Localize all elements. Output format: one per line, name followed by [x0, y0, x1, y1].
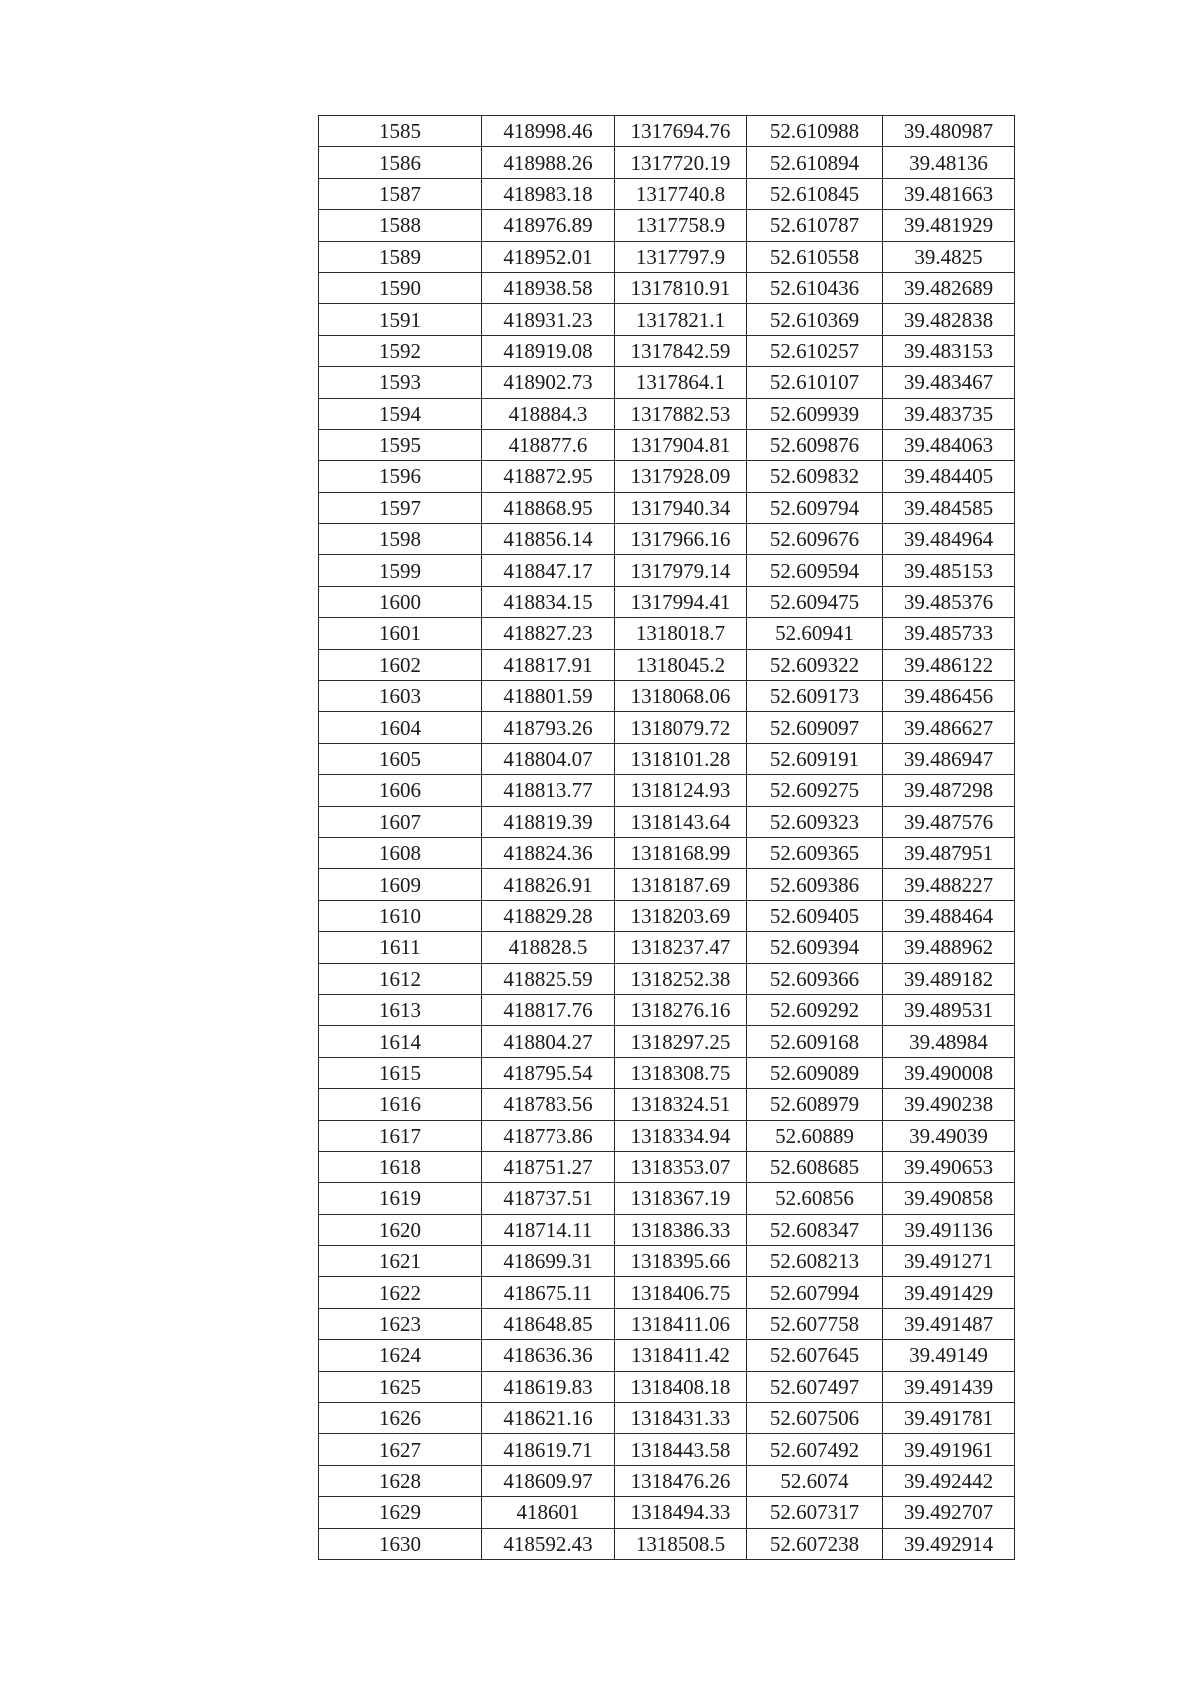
y-coordinate-cell: 1318308.75	[615, 1057, 747, 1088]
point-number-cell: 1604	[319, 712, 482, 743]
table-row	[319, 1120, 1015, 1151]
latitude-cell: 52.609832	[747, 461, 883, 492]
x-coordinate-cell: 418737.51	[482, 1183, 615, 1214]
y-coordinate-cell: 1318431.33	[615, 1403, 747, 1434]
point-number-cell: 1607	[319, 806, 482, 837]
table-row	[319, 994, 1015, 1025]
longitude-cell: 39.486456	[883, 681, 1015, 712]
x-coordinate-cell: 418714.11	[482, 1214, 615, 1245]
y-coordinate-cell: 1318494.33	[615, 1497, 747, 1528]
latitude-cell: 52.609366	[747, 963, 883, 994]
latitude-cell: 52.610558	[747, 241, 883, 272]
x-coordinate-cell: 418804.27	[482, 1026, 615, 1057]
x-coordinate-cell: 418773.86	[482, 1120, 615, 1151]
x-coordinate-cell: 418801.59	[482, 681, 615, 712]
x-coordinate-cell: 418827.23	[482, 618, 615, 649]
latitude-cell: 52.609168	[747, 1026, 883, 1057]
x-coordinate-cell: 418919.08	[482, 335, 615, 366]
latitude-cell: 52.608347	[747, 1214, 883, 1245]
longitude-cell: 39.486627	[883, 712, 1015, 743]
longitude-cell: 39.488227	[883, 869, 1015, 900]
latitude-cell: 52.60856	[747, 1183, 883, 1214]
point-number-cell: 1613	[319, 994, 482, 1025]
point-number-cell: 1619	[319, 1183, 482, 1214]
table-row	[319, 649, 1015, 680]
point-number-cell: 1628	[319, 1465, 482, 1496]
point-number-cell: 1618	[319, 1151, 482, 1182]
y-coordinate-cell: 1318408.18	[615, 1371, 747, 1402]
point-number-cell: 1616	[319, 1089, 482, 1120]
longitude-cell: 39.482689	[883, 272, 1015, 303]
longitude-cell: 39.48984	[883, 1026, 1015, 1057]
table-row	[319, 116, 1015, 147]
table-row	[319, 1183, 1015, 1214]
latitude-cell: 52.610257	[747, 335, 883, 366]
x-coordinate-cell: 418793.26	[482, 712, 615, 743]
latitude-cell: 52.609594	[747, 555, 883, 586]
latitude-cell: 52.608979	[747, 1089, 883, 1120]
y-coordinate-cell: 1318101.28	[615, 743, 747, 774]
point-number-cell: 1627	[319, 1434, 482, 1465]
longitude-cell: 39.483153	[883, 335, 1015, 366]
table-row	[319, 147, 1015, 178]
point-number-cell: 1610	[319, 900, 482, 931]
latitude-cell: 52.607497	[747, 1371, 883, 1402]
point-number-cell: 1603	[319, 681, 482, 712]
point-number-cell: 1599	[319, 555, 482, 586]
y-coordinate-cell: 1318168.99	[615, 837, 747, 868]
table-row	[319, 1057, 1015, 1088]
table-row	[319, 210, 1015, 241]
longitude-cell: 39.485153	[883, 555, 1015, 586]
table-row	[319, 1151, 1015, 1182]
point-number-cell: 1630	[319, 1528, 482, 1559]
longitude-cell: 39.491961	[883, 1434, 1015, 1465]
y-coordinate-cell: 1318411.06	[615, 1308, 747, 1339]
y-coordinate-cell: 1317842.59	[615, 335, 747, 366]
point-number-cell: 1592	[319, 335, 482, 366]
latitude-cell: 52.60889	[747, 1120, 883, 1151]
longitude-cell: 39.485733	[883, 618, 1015, 649]
x-coordinate-cell: 418825.59	[482, 963, 615, 994]
longitude-cell: 39.492442	[883, 1465, 1015, 1496]
y-coordinate-cell: 1318476.26	[615, 1465, 747, 1496]
x-coordinate-cell: 418675.11	[482, 1277, 615, 1308]
x-coordinate-cell: 418621.16	[482, 1403, 615, 1434]
x-coordinate-cell: 418829.28	[482, 900, 615, 931]
latitude-cell: 52.609386	[747, 869, 883, 900]
point-number-cell: 1625	[319, 1371, 482, 1402]
y-coordinate-cell: 1317694.76	[615, 116, 747, 147]
longitude-cell: 39.491781	[883, 1403, 1015, 1434]
table-row	[319, 1026, 1015, 1057]
x-coordinate-cell: 418856.14	[482, 524, 615, 555]
x-coordinate-cell: 418938.58	[482, 272, 615, 303]
y-coordinate-cell: 1318367.19	[615, 1183, 747, 1214]
latitude-cell: 52.609676	[747, 524, 883, 555]
x-coordinate-cell: 418813.77	[482, 775, 615, 806]
x-coordinate-cell: 418795.54	[482, 1057, 615, 1088]
latitude-cell: 52.609475	[747, 586, 883, 617]
longitude-cell: 39.489182	[883, 963, 1015, 994]
table-row	[319, 1528, 1015, 1559]
y-coordinate-cell: 1318386.33	[615, 1214, 747, 1245]
point-number-cell: 1587	[319, 178, 482, 209]
latitude-cell: 52.607758	[747, 1308, 883, 1339]
point-number-cell: 1620	[319, 1214, 482, 1245]
latitude-cell: 52.609405	[747, 900, 883, 931]
latitude-cell: 52.610894	[747, 147, 883, 178]
latitude-cell: 52.6074	[747, 1465, 883, 1496]
point-number-cell: 1608	[319, 837, 482, 868]
table-row	[319, 932, 1015, 963]
y-coordinate-cell: 1317928.09	[615, 461, 747, 492]
point-number-cell: 1621	[319, 1246, 482, 1277]
latitude-cell: 52.607317	[747, 1497, 883, 1528]
x-coordinate-cell: 418902.73	[482, 367, 615, 398]
table-row	[319, 429, 1015, 460]
x-coordinate-cell: 418699.31	[482, 1246, 615, 1277]
longitude-cell: 39.483467	[883, 367, 1015, 398]
point-number-cell: 1589	[319, 241, 482, 272]
point-number-cell: 1586	[319, 147, 482, 178]
point-number-cell: 1623	[319, 1308, 482, 1339]
table-row	[319, 241, 1015, 272]
x-coordinate-cell: 418609.97	[482, 1465, 615, 1496]
table-row	[319, 1214, 1015, 1245]
y-coordinate-cell: 1317864.1	[615, 367, 747, 398]
longitude-cell: 39.484585	[883, 492, 1015, 523]
longitude-cell: 39.485376	[883, 586, 1015, 617]
longitude-cell: 39.491487	[883, 1308, 1015, 1339]
table-row	[319, 1497, 1015, 1528]
point-number-cell: 1611	[319, 932, 482, 963]
y-coordinate-cell: 1317966.16	[615, 524, 747, 555]
y-coordinate-cell: 1318443.58	[615, 1434, 747, 1465]
point-number-cell: 1605	[319, 743, 482, 774]
x-coordinate-cell: 418868.95	[482, 492, 615, 523]
latitude-cell: 52.609794	[747, 492, 883, 523]
y-coordinate-cell: 1317740.8	[615, 178, 747, 209]
point-number-cell: 1597	[319, 492, 482, 523]
point-number-cell: 1594	[319, 398, 482, 429]
y-coordinate-cell: 1318508.5	[615, 1528, 747, 1559]
x-coordinate-cell: 418751.27	[482, 1151, 615, 1182]
longitude-cell: 39.487576	[883, 806, 1015, 837]
longitude-cell: 39.491429	[883, 1277, 1015, 1308]
point-number-cell: 1593	[319, 367, 482, 398]
point-number-cell: 1602	[319, 649, 482, 680]
x-coordinate-cell: 418826.91	[482, 869, 615, 900]
latitude-cell: 52.609089	[747, 1057, 883, 1088]
x-coordinate-cell: 418636.36	[482, 1340, 615, 1371]
table-row	[319, 775, 1015, 806]
point-number-cell: 1598	[319, 524, 482, 555]
table-row	[319, 178, 1015, 209]
y-coordinate-cell: 1317821.1	[615, 304, 747, 335]
table-row	[319, 712, 1015, 743]
longitude-cell: 39.480987	[883, 116, 1015, 147]
x-coordinate-cell: 418819.39	[482, 806, 615, 837]
table-row	[319, 681, 1015, 712]
longitude-cell: 39.49039	[883, 1120, 1015, 1151]
longitude-cell: 39.484964	[883, 524, 1015, 555]
coordinates-table-body	[319, 116, 1015, 1560]
y-coordinate-cell: 1317904.81	[615, 429, 747, 460]
latitude-cell: 52.608213	[747, 1246, 883, 1277]
point-number-cell: 1606	[319, 775, 482, 806]
y-coordinate-cell: 1318124.93	[615, 775, 747, 806]
point-number-cell: 1590	[319, 272, 482, 303]
longitude-cell: 39.492707	[883, 1497, 1015, 1528]
latitude-cell: 52.609322	[747, 649, 883, 680]
x-coordinate-cell: 418619.83	[482, 1371, 615, 1402]
x-coordinate-cell: 418983.18	[482, 178, 615, 209]
table-row	[319, 1277, 1015, 1308]
y-coordinate-cell: 1318252.38	[615, 963, 747, 994]
latitude-cell: 52.610988	[747, 116, 883, 147]
point-number-cell: 1601	[319, 618, 482, 649]
table-row	[319, 304, 1015, 335]
latitude-cell: 52.607238	[747, 1528, 883, 1559]
table-row	[319, 837, 1015, 868]
longitude-cell: 39.488464	[883, 900, 1015, 931]
y-coordinate-cell: 1317994.41	[615, 586, 747, 617]
y-coordinate-cell: 1318079.72	[615, 712, 747, 743]
x-coordinate-cell: 418817.76	[482, 994, 615, 1025]
longitude-cell: 39.483735	[883, 398, 1015, 429]
longitude-cell: 39.490653	[883, 1151, 1015, 1182]
latitude-cell: 52.609365	[747, 837, 883, 868]
x-coordinate-cell: 418804.07	[482, 743, 615, 774]
x-coordinate-cell: 418952.01	[482, 241, 615, 272]
x-coordinate-cell: 418619.71	[482, 1434, 615, 1465]
latitude-cell: 52.610107	[747, 367, 883, 398]
x-coordinate-cell: 418817.91	[482, 649, 615, 680]
latitude-cell: 52.610369	[747, 304, 883, 335]
point-number-cell: 1596	[319, 461, 482, 492]
latitude-cell: 52.609173	[747, 681, 883, 712]
y-coordinate-cell: 1318411.42	[615, 1340, 747, 1371]
coordinates-table	[318, 115, 1015, 1560]
point-number-cell: 1614	[319, 1026, 482, 1057]
y-coordinate-cell: 1318353.07	[615, 1151, 747, 1182]
x-coordinate-cell: 418931.23	[482, 304, 615, 335]
table-row	[319, 335, 1015, 366]
point-number-cell: 1622	[319, 1277, 482, 1308]
table-row	[319, 272, 1015, 303]
longitude-cell: 39.482838	[883, 304, 1015, 335]
y-coordinate-cell: 1318187.69	[615, 869, 747, 900]
longitude-cell: 39.490858	[883, 1183, 1015, 1214]
point-number-cell: 1595	[319, 429, 482, 460]
longitude-cell: 39.484063	[883, 429, 1015, 460]
table-row	[319, 806, 1015, 837]
y-coordinate-cell: 1318203.69	[615, 900, 747, 931]
x-coordinate-cell: 418998.46	[482, 116, 615, 147]
longitude-cell: 39.491439	[883, 1371, 1015, 1402]
latitude-cell: 52.607994	[747, 1277, 883, 1308]
latitude-cell: 52.609939	[747, 398, 883, 429]
table-row	[319, 1434, 1015, 1465]
latitude-cell: 52.609323	[747, 806, 883, 837]
x-coordinate-cell: 418592.43	[482, 1528, 615, 1559]
y-coordinate-cell: 1318276.16	[615, 994, 747, 1025]
latitude-cell: 52.60941	[747, 618, 883, 649]
longitude-cell: 39.481663	[883, 178, 1015, 209]
longitude-cell: 39.492914	[883, 1528, 1015, 1559]
table-row	[319, 398, 1015, 429]
point-number-cell: 1591	[319, 304, 482, 335]
latitude-cell: 52.607506	[747, 1403, 883, 1434]
y-coordinate-cell: 1318395.66	[615, 1246, 747, 1277]
longitude-cell: 39.49149	[883, 1340, 1015, 1371]
point-number-cell: 1629	[319, 1497, 482, 1528]
y-coordinate-cell: 1317720.19	[615, 147, 747, 178]
longitude-cell: 39.486122	[883, 649, 1015, 680]
latitude-cell: 52.609876	[747, 429, 883, 460]
y-coordinate-cell: 1317979.14	[615, 555, 747, 586]
y-coordinate-cell: 1318068.06	[615, 681, 747, 712]
y-coordinate-cell: 1317940.34	[615, 492, 747, 523]
x-coordinate-cell: 418872.95	[482, 461, 615, 492]
longitude-cell: 39.481929	[883, 210, 1015, 241]
point-number-cell: 1624	[319, 1340, 482, 1371]
latitude-cell: 52.609275	[747, 775, 883, 806]
latitude-cell: 52.610845	[747, 178, 883, 209]
y-coordinate-cell: 1317797.9	[615, 241, 747, 272]
latitude-cell: 52.609292	[747, 994, 883, 1025]
y-coordinate-cell: 1318045.2	[615, 649, 747, 680]
table-row	[319, 1340, 1015, 1371]
longitude-cell: 39.4825	[883, 241, 1015, 272]
point-number-cell: 1609	[319, 869, 482, 900]
point-number-cell: 1588	[319, 210, 482, 241]
x-coordinate-cell: 418824.36	[482, 837, 615, 868]
latitude-cell: 52.609191	[747, 743, 883, 774]
longitude-cell: 39.48136	[883, 147, 1015, 178]
table-row	[319, 555, 1015, 586]
table-row	[319, 367, 1015, 398]
x-coordinate-cell: 418884.3	[482, 398, 615, 429]
table-row	[319, 586, 1015, 617]
x-coordinate-cell: 418783.56	[482, 1089, 615, 1120]
y-coordinate-cell: 1318237.47	[615, 932, 747, 963]
longitude-cell: 39.484405	[883, 461, 1015, 492]
longitude-cell: 39.490008	[883, 1057, 1015, 1088]
latitude-cell: 52.608685	[747, 1151, 883, 1182]
table-row	[319, 1371, 1015, 1402]
x-coordinate-cell: 418834.15	[482, 586, 615, 617]
point-number-cell: 1626	[319, 1403, 482, 1434]
y-coordinate-cell: 1318324.51	[615, 1089, 747, 1120]
longitude-cell: 39.489531	[883, 994, 1015, 1025]
point-number-cell: 1612	[319, 963, 482, 994]
longitude-cell: 39.487951	[883, 837, 1015, 868]
table-row	[319, 900, 1015, 931]
x-coordinate-cell: 418648.85	[482, 1308, 615, 1339]
point-number-cell: 1617	[319, 1120, 482, 1151]
table-row	[319, 524, 1015, 555]
latitude-cell: 52.610436	[747, 272, 883, 303]
latitude-cell: 52.607645	[747, 1340, 883, 1371]
table-row	[319, 743, 1015, 774]
longitude-cell: 39.486947	[883, 743, 1015, 774]
table-row	[319, 1308, 1015, 1339]
table-row	[319, 869, 1015, 900]
x-coordinate-cell: 418847.17	[482, 555, 615, 586]
x-coordinate-cell: 418601	[482, 1497, 615, 1528]
table-row	[319, 1403, 1015, 1434]
y-coordinate-cell: 1317882.53	[615, 398, 747, 429]
latitude-cell: 52.610787	[747, 210, 883, 241]
y-coordinate-cell: 1318143.64	[615, 806, 747, 837]
latitude-cell: 52.609394	[747, 932, 883, 963]
latitude-cell: 52.609097	[747, 712, 883, 743]
longitude-cell: 39.488962	[883, 932, 1015, 963]
table-row	[319, 1089, 1015, 1120]
latitude-cell: 52.607492	[747, 1434, 883, 1465]
longitude-cell: 39.491136	[883, 1214, 1015, 1245]
y-coordinate-cell: 1318334.94	[615, 1120, 747, 1151]
table-row	[319, 492, 1015, 523]
y-coordinate-cell: 1317758.9	[615, 210, 747, 241]
point-number-cell: 1600	[319, 586, 482, 617]
longitude-cell: 39.491271	[883, 1246, 1015, 1277]
x-coordinate-cell: 418988.26	[482, 147, 615, 178]
x-coordinate-cell: 418828.5	[482, 932, 615, 963]
table-row	[319, 618, 1015, 649]
point-number-cell: 1585	[319, 116, 482, 147]
longitude-cell: 39.487298	[883, 775, 1015, 806]
table-row	[319, 963, 1015, 994]
x-coordinate-cell: 418976.89	[482, 210, 615, 241]
longitude-cell: 39.490238	[883, 1089, 1015, 1120]
point-number-cell: 1615	[319, 1057, 482, 1088]
y-coordinate-cell: 1317810.91	[615, 272, 747, 303]
x-coordinate-cell: 418877.6	[482, 429, 615, 460]
y-coordinate-cell: 1318297.25	[615, 1026, 747, 1057]
table-row	[319, 1465, 1015, 1496]
table-row	[319, 461, 1015, 492]
y-coordinate-cell: 1318406.75	[615, 1277, 747, 1308]
y-coordinate-cell: 1318018.7	[615, 618, 747, 649]
table-row	[319, 1246, 1015, 1277]
